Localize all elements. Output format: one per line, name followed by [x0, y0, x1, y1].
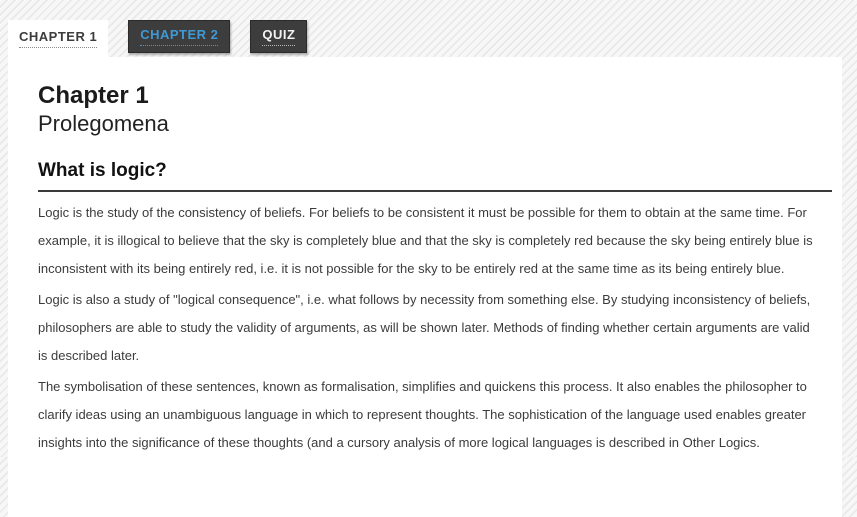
tab-chapter-2[interactable]: [128, 20, 230, 53]
paragraph-2: Logic is also a study of "logical consequence", i.e. what follows by necessity from something else. By studying inconsistency of beliefs, philosophers are able to study the validity of arguments, as will be shown later. Methods of finding whether certain arguments are valid is described later.: [38, 292, 811, 363]
tab-chapter-1-link[interactable]: CHAPTER 1: [19, 29, 97, 48]
chapter-title: Chapter 1: [38, 82, 149, 109]
tab-quiz-link[interactable]: QUIZ: [262, 27, 295, 46]
content-panel: [8, 57, 842, 517]
chapter-subtitle: Prolegomena: [38, 111, 169, 136]
paragraph-3: The symbolisation of these sentences, known as formalisation, simplifies and quickens this process. It also enables the philosopher to clarify ideas using an unambiguous language in which to represent thoughts. The sophistication of the language used enables greater insights into the significance of these thoughts (and a cursory analysis of more logical languages is described in Other Logics.: [38, 379, 807, 450]
paragraph-1: Logic is the study of the consistency of beliefs. For beliefs to be consistent it must be possible for them to obtain at the same time. For example, it is illogical to believe that the sky is completely blue and that the sky is completely red because the sky being entirely blue is inconsistent with its being entirely red, i.e. it is not possible for the sky to be entirely red at the same time as its being entirely blue.: [38, 205, 813, 276]
tab-bar: [0, 0, 857, 57]
section-heading: What is logic?: [38, 160, 832, 192]
tab-quiz[interactable]: [250, 20, 307, 53]
tab-chapter-2-link[interactable]: CHAPTER 2: [140, 27, 218, 46]
tab-chapter-1[interactable]: [8, 20, 108, 57]
